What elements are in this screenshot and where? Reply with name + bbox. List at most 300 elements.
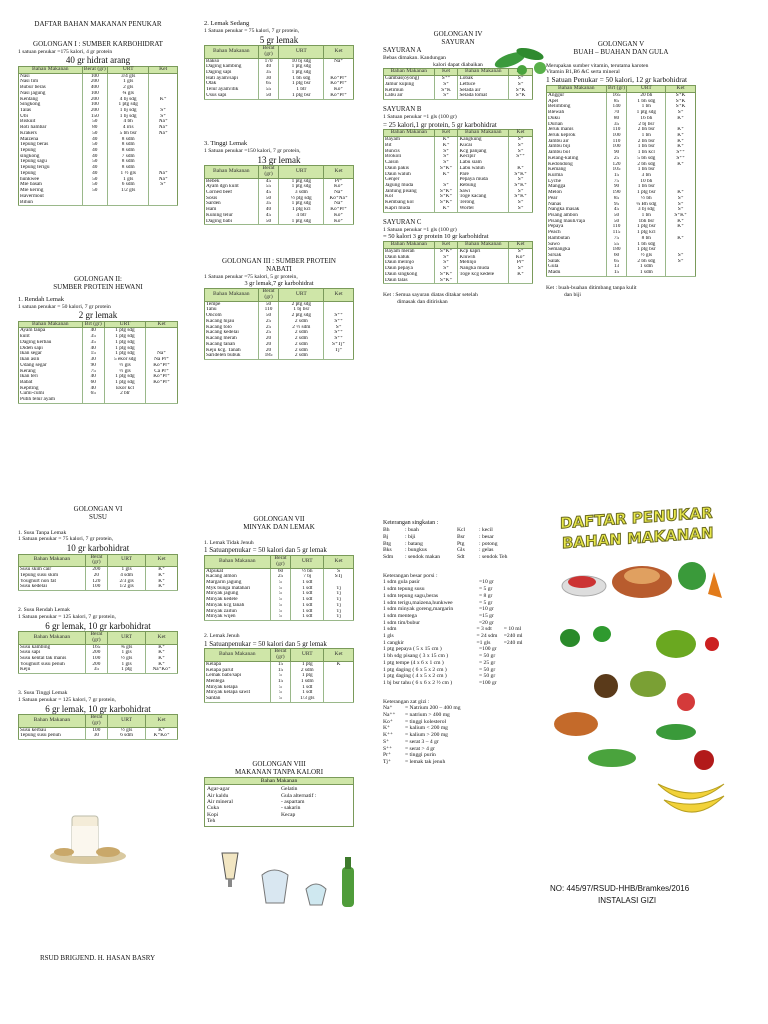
g2-table bbox=[18, 321, 178, 404]
table-cell: Duku bbox=[548, 115, 560, 121]
g7-section-1: 1. Lemak Tidak Jenuh bbox=[204, 539, 254, 546]
g4-sub-c: = 50 kalori 3 gr protein 10 gr karbohidrat bbox=[383, 233, 489, 241]
g8-title: GOLONGAN VIII bbox=[252, 760, 306, 768]
table-cell: 95 bbox=[606, 202, 627, 208]
table-cell bbox=[149, 200, 178, 206]
table-cell: S⁺ bbox=[509, 189, 533, 195]
g6-section-2: 2. Susu Rendah Lemak bbox=[18, 607, 70, 614]
table-cell: Nasi jagung bbox=[20, 90, 46, 96]
table-cell: 8 sdm bbox=[108, 148, 149, 154]
legend-text: =240 ml bbox=[503, 639, 523, 646]
table-cell: Myk bunga matahari bbox=[206, 585, 251, 591]
legend-text: = 50 gr bbox=[479, 666, 496, 673]
table-cell: 2 sdm bbox=[279, 348, 324, 354]
legend-row bbox=[383, 626, 533, 633]
legend-text: 1 ptg pepaya ( 5 x 15 cm ) bbox=[383, 646, 442, 653]
g8-item: Air kaldu bbox=[207, 792, 229, 799]
table-cell: 1 ptg bbox=[291, 661, 324, 667]
table-cell: Bayam bbox=[385, 136, 401, 143]
table-cell: Kcg panjang bbox=[458, 149, 509, 155]
legend-text: =100 gr bbox=[479, 646, 497, 653]
table-cell: Ayam dgn kulit bbox=[206, 184, 239, 190]
table-cell: 1 ptg sdg bbox=[279, 178, 324, 184]
table-row bbox=[384, 93, 533, 99]
table-cell: 5 ekor sdg bbox=[104, 357, 145, 363]
table-cell: 1 ½ gls bbox=[108, 171, 149, 177]
legend-text: = 50 gr bbox=[479, 673, 496, 680]
g5-ket2: dan biji bbox=[564, 291, 581, 298]
legend-text: Btg bbox=[383, 540, 392, 547]
table-cell: Daging kerbau bbox=[20, 339, 52, 345]
table-cell: Daun talas bbox=[384, 278, 435, 284]
table-cell: 200 bbox=[82, 97, 107, 103]
column-header: Bahan Makanan bbox=[205, 289, 259, 302]
legend-text: Bsr bbox=[457, 533, 465, 540]
table-cell: 5 bbox=[270, 614, 291, 620]
legend-text: = serat 3 – 4 gr bbox=[405, 738, 439, 745]
table-cell: 1 ptg sdg bbox=[104, 346, 145, 352]
table-cell: S⁺K bbox=[666, 104, 696, 110]
table-cell: K⁺ bbox=[434, 172, 458, 178]
table-cell: Jagung muda bbox=[385, 182, 414, 188]
g7-title2: MINYAK DAN LEMAK bbox=[243, 523, 315, 532]
table-cell: 1/2 gls bbox=[108, 584, 146, 590]
table-cell: Rebung bbox=[458, 183, 509, 189]
table-cell: Lobak bbox=[458, 76, 509, 82]
column-header: Bahan Makanan bbox=[547, 86, 607, 93]
column-header: Bahan Makanan bbox=[384, 242, 435, 249]
table-cell: 165 bbox=[606, 92, 627, 98]
legend-text: 1 ptg daging ( 6 x 5 x 2 cm ) bbox=[383, 666, 447, 673]
table-cell: 1/2 gls bbox=[108, 188, 149, 194]
table-cell: singkong bbox=[20, 153, 40, 159]
table-cell: 8 bh bbox=[627, 236, 666, 242]
table-cell: Cumi-cumi bbox=[20, 391, 45, 397]
g6-sub-1: 10 gr karbohidrat bbox=[66, 543, 130, 554]
g8-table bbox=[204, 777, 354, 827]
table-cell: S⁺K⁺ bbox=[434, 248, 458, 254]
table-cell: 1 gls bbox=[108, 567, 146, 573]
g2-sub: 2 gr lemak bbox=[78, 310, 118, 321]
table-cell: Kedondong bbox=[548, 161, 573, 167]
table-row bbox=[19, 397, 178, 403]
table-cell: S⁺ bbox=[149, 108, 178, 114]
table-cell: 1 ptg bsr bbox=[627, 224, 666, 230]
column-header: URT bbox=[108, 631, 146, 644]
table-cell: Selada tomat bbox=[458, 93, 509, 99]
table-cell: K⁺ bbox=[146, 727, 178, 733]
g4-section-c: SAYURAN C bbox=[383, 218, 422, 226]
column-header: Bahan Makanan bbox=[19, 714, 86, 727]
g6-table-3 bbox=[18, 714, 178, 740]
column-header: URT bbox=[279, 289, 324, 302]
table-cell bbox=[509, 278, 533, 284]
g5-note: Merupakan sumber vitamin, terutama karoten bbox=[546, 62, 649, 69]
table-cell: 1 ptg bsr bbox=[279, 93, 324, 99]
table-cell: 40 bbox=[82, 328, 104, 334]
table-cell: 1 bh sdg bbox=[627, 242, 666, 248]
table-cell: S⁺ bbox=[666, 207, 696, 213]
table-row bbox=[205, 219, 354, 225]
column-header: Ket bbox=[666, 86, 696, 93]
table-row bbox=[205, 614, 354, 620]
legend-text: 1 sdm mentega bbox=[383, 612, 417, 619]
table-cell: 2 btr bbox=[104, 391, 145, 397]
g3-note: 1 Satuan penukar =75 kalori, 5 gr protein, bbox=[204, 273, 298, 280]
g2-title2: SUMBER PROTEIN HEWANI bbox=[53, 283, 143, 292]
legend-text: =10 gr bbox=[479, 579, 494, 586]
table-cell: Tj⁺ bbox=[324, 348, 354, 354]
legend-text: = kalium > 200 mg bbox=[405, 732, 448, 739]
table-cell: S⁺⁺ bbox=[324, 336, 354, 342]
legend-nutrient-list bbox=[383, 705, 533, 765]
g3-title2: NABATI bbox=[266, 265, 292, 274]
table-cell: Ham bbox=[206, 207, 217, 213]
table-cell: S⁺ bbox=[434, 93, 458, 99]
doc-header: DAFTAR BAHAN MAKANAN PENUKAR bbox=[34, 20, 162, 28]
legend-text: =15 gr bbox=[479, 612, 494, 619]
table-cell: 50 bbox=[606, 213, 627, 219]
legend-text: = serat > 4 gr bbox=[405, 745, 435, 752]
table-cell: Bubur beras bbox=[20, 85, 46, 91]
table-cell: 2 bh sdg bbox=[627, 259, 666, 265]
legend-text: Sdt bbox=[457, 554, 465, 560]
table-cell: Tempe bbox=[206, 301, 221, 307]
table-cell: K⁺ bbox=[666, 139, 696, 145]
column-header: Ket bbox=[324, 165, 354, 178]
table-cell: Ko⁺ bbox=[324, 87, 354, 93]
table-cell: 1 ptg sdg bbox=[104, 334, 145, 340]
table-cell: 20 bbox=[85, 573, 107, 579]
g7-title: GOLONGAN VII bbox=[253, 515, 305, 523]
table-cell: 115 bbox=[606, 230, 627, 236]
table-cell: 120 bbox=[606, 162, 627, 168]
table-cell: 4 btr bbox=[279, 213, 324, 219]
legend-row bbox=[383, 725, 533, 732]
table-cell: 25 bbox=[270, 574, 291, 580]
legend-text: 1 sdm terigu,maizena,hunkwee bbox=[383, 599, 453, 606]
legend-row bbox=[383, 534, 533, 541]
table-cell: Susu kedelai bbox=[19, 584, 86, 590]
legend-text: 1 bh sdg pisang ( 3 x 15 cm ) bbox=[383, 653, 449, 660]
column-header: Ket bbox=[324, 649, 354, 662]
table-cell: 150 bbox=[82, 114, 107, 120]
table-cell: K⁺ bbox=[666, 133, 696, 139]
table-cell: Daun waluh bbox=[385, 171, 411, 177]
table-cell: K bbox=[324, 661, 354, 667]
legend-text: 1 cangkir bbox=[383, 639, 404, 646]
cover-title-2: BAHAN MAKANAN bbox=[562, 523, 714, 553]
g8-item: Air mineral bbox=[207, 799, 233, 806]
legend-text: S⁺ bbox=[383, 738, 390, 745]
table-cell: Minyak kelapa sawit bbox=[206, 690, 251, 696]
table-cell: S⁺ bbox=[434, 160, 458, 166]
table-cell: Pr⁺ bbox=[324, 178, 354, 184]
g4-note-b: 1 Satuan penukar =1 gls (100 gr) bbox=[383, 114, 457, 121]
table-cell: Kentang bbox=[20, 96, 38, 102]
vegetables-illustration bbox=[492, 40, 552, 80]
table-cell: 90 bbox=[606, 150, 627, 156]
table-cell: 25 bbox=[606, 156, 627, 162]
g7-section-2: 2. Lemak Jenuh bbox=[204, 633, 240, 640]
table-cell: Gambas(oyong) bbox=[385, 75, 420, 82]
g2b-section: 2. Lemak Sedang bbox=[204, 20, 250, 27]
legend-text: : buah bbox=[405, 527, 419, 534]
table-cell: 2 ptg sdg bbox=[279, 301, 324, 307]
table-cell: S⁺ bbox=[434, 266, 458, 272]
table-cell: Na⁺ bbox=[149, 125, 178, 131]
table-cell: Na⁺ bbox=[324, 190, 354, 196]
table-cell: 2 ptg sdg bbox=[279, 313, 324, 319]
legend-text: =100 gr bbox=[479, 679, 497, 686]
table-cell: Jambu air bbox=[548, 138, 569, 144]
column-header: Berat (gr) bbox=[270, 649, 291, 662]
table-cell: 2 bh bsr bbox=[627, 139, 666, 145]
panel-golongan-2 bbox=[18, 275, 178, 404]
g7-table-2 bbox=[204, 648, 354, 703]
legend-text: 1 ptg daging ( 4 x 5 x 2 cm ) bbox=[383, 673, 447, 680]
table-cell: 1 bh sdg bbox=[627, 99, 666, 105]
table-cell: Lettuce bbox=[458, 82, 509, 88]
table-cell: Bihun bbox=[19, 200, 83, 206]
table-cell: 200 bbox=[82, 79, 107, 85]
column-header: Brt (gr) bbox=[608, 85, 625, 92]
column-header: Brt (gr) bbox=[82, 321, 104, 328]
table-cell: S⁺ bbox=[509, 149, 533, 155]
table-cell: Na⁺Ko⁺ bbox=[146, 667, 178, 673]
table-cell: 200 bbox=[85, 662, 107, 668]
table-cell: 185 bbox=[258, 353, 279, 359]
table-cell: Kacang tolo bbox=[206, 324, 232, 330]
table-cell: 1 bh bsr bbox=[627, 144, 666, 150]
table-cell: K⁺ bbox=[666, 224, 696, 230]
table-cell: 20 bh bbox=[627, 92, 666, 98]
g6-sub-3: 6 gr lemak, 10 gr karbohidrat bbox=[45, 703, 151, 714]
legend-text: = 50 gr bbox=[479, 653, 496, 660]
table-cell: K⁺ bbox=[146, 662, 178, 668]
legend-text: Na⁺ bbox=[383, 705, 393, 712]
table-cell: Minyak zaitun bbox=[206, 608, 237, 614]
table-cell: 50 bbox=[82, 182, 107, 188]
table-cell: 90 bbox=[606, 184, 627, 190]
table-cell: Ko⁺Pr⁺ bbox=[324, 81, 354, 87]
table-cell: S⁺ bbox=[149, 182, 178, 188]
table-cell: Kemang bbox=[548, 167, 566, 173]
column-header: Berat (gr) bbox=[258, 45, 279, 58]
g2b-sub: 5 gr lemak bbox=[259, 34, 299, 45]
table-cell: S⁺ bbox=[434, 260, 458, 266]
table-cell: K⁺ bbox=[666, 144, 696, 150]
table-cell: 80 bbox=[606, 116, 627, 122]
table-cell: 40 bbox=[82, 137, 107, 143]
table-cell: S⁺ bbox=[509, 177, 533, 183]
table-cell bbox=[458, 278, 509, 284]
table-cell: 110 bbox=[258, 307, 279, 313]
table-cell: Bayam merah bbox=[385, 248, 415, 254]
g6-title2: SUSU bbox=[89, 513, 107, 522]
table-cell: ¾ gls bbox=[108, 91, 149, 97]
table-cell: 75 bbox=[82, 369, 104, 375]
table-cell: 8 sdm bbox=[108, 142, 149, 148]
table-cell: Oncom bbox=[206, 313, 222, 319]
table-cell: 1 ptg bbox=[108, 667, 146, 673]
table-cell: S⁺ bbox=[434, 255, 458, 261]
table-cell: 1 bh bsr bbox=[627, 184, 666, 190]
legend-text: : bungkus bbox=[405, 547, 427, 554]
legend-row bbox=[383, 660, 533, 667]
g8-left-list bbox=[205, 785, 279, 826]
table-cell: 30 bbox=[258, 76, 279, 82]
table-cell: S⁺K⁺ bbox=[434, 194, 458, 200]
table-cell: 1bh bsr bbox=[627, 219, 666, 225]
table-cell: 100 bbox=[606, 144, 627, 150]
g2-section: 1. Rendah Lemak bbox=[18, 295, 65, 303]
table-cell: Na⁺ bbox=[149, 131, 178, 137]
table-cell: ½ ptg sdg bbox=[279, 196, 324, 202]
table-cell: K⁺ bbox=[509, 272, 533, 278]
table-cell: Pear bbox=[548, 195, 558, 201]
column-header: Bahan Makanan bbox=[458, 69, 509, 76]
panel-golongan-8 bbox=[204, 760, 354, 827]
legend-row bbox=[383, 527, 533, 534]
table-cell: 2 sdm bbox=[279, 330, 324, 336]
table-cell: 1 bj bsr bbox=[279, 307, 324, 313]
table-cell: Na Pr⁺ bbox=[146, 357, 178, 363]
table-cell: 15 bbox=[270, 679, 291, 685]
table-cell: K⁺ bbox=[146, 650, 178, 656]
g6-note-2: 1 Satuan penukar = 125 kalori, 7 gr protein, bbox=[18, 613, 116, 620]
table-cell: 1 sdt bbox=[291, 580, 324, 586]
column-header: Bahan Makanan bbox=[205, 555, 271, 568]
table-cell: 55 bbox=[606, 242, 627, 248]
table-cell bbox=[324, 696, 354, 702]
table-cell: Gula bbox=[548, 264, 559, 270]
legend-text: : biji bbox=[405, 533, 416, 540]
table-cell: Kacang merah bbox=[206, 336, 237, 342]
legend-row bbox=[383, 541, 533, 548]
g5-sub: 1 Satuan Penukar = 50 kalori, 12 gr karbohidrat bbox=[546, 75, 688, 85]
column-header: Bahan Makanan bbox=[205, 45, 259, 58]
table-cell: 15 bbox=[270, 661, 291, 667]
table-cell: 1 gls bbox=[108, 650, 146, 656]
table-cell bbox=[666, 270, 696, 276]
g8-item bbox=[281, 818, 351, 824]
legend-row bbox=[383, 759, 533, 766]
g4-note-c: 1 Satuan penukar =1 gls (100 gr) bbox=[383, 226, 457, 233]
table-cell: S⁺K⁺ bbox=[434, 200, 458, 206]
legend-row bbox=[383, 712, 533, 719]
table-cell: 1 ptg kcl bbox=[627, 230, 666, 236]
table-cell: 60 bbox=[270, 568, 291, 574]
table-cell: K⁺ bbox=[666, 236, 696, 242]
table-cell: Ikan teri bbox=[20, 374, 38, 380]
table-cell: K⁺ bbox=[666, 190, 696, 196]
table-cell: Buncis bbox=[385, 148, 400, 154]
table-cell bbox=[82, 397, 104, 403]
table-cell: Toge kcg kedele bbox=[458, 272, 509, 278]
table-cell: Ko⁺ bbox=[509, 255, 533, 261]
table-cell: 5 bbox=[270, 673, 291, 679]
table-cell: 1 ptg sdg bbox=[104, 374, 145, 380]
g5-ket: Ket : buah-buahan ditimbang tanpa kulit bbox=[546, 284, 637, 291]
table-cell: 13 bbox=[606, 264, 627, 270]
legend-text: Pr⁺ bbox=[383, 752, 391, 759]
column-header: Bahan Makanan bbox=[458, 242, 509, 249]
legend-text: : kecil bbox=[479, 527, 493, 534]
table-cell: Nangka masak bbox=[548, 207, 580, 213]
panel-golongan-2-lemak-sedang bbox=[204, 20, 354, 100]
g3-title: GOLONGAN III : SUMBER PROTEIN bbox=[222, 257, 336, 265]
table-cell: Singkong bbox=[20, 102, 41, 108]
table-cell: S⁺⁺ bbox=[324, 319, 354, 325]
table-cell: 1 gls bbox=[108, 177, 149, 183]
table-cell: Mie basah bbox=[20, 182, 42, 188]
table-cell: 5 bbox=[270, 690, 291, 696]
table-cell: ½ bh bbox=[627, 196, 666, 202]
table-cell: 4 sdm bbox=[108, 573, 146, 579]
table-cell: 10 bh bbox=[627, 179, 666, 185]
table-cell: 45 bbox=[606, 207, 627, 213]
table-cell: Udang segar bbox=[20, 362, 47, 368]
table-cell: Tj bbox=[324, 586, 354, 592]
table-cell: 190 bbox=[606, 190, 627, 196]
legend-text: =20 gr bbox=[479, 619, 494, 626]
table-cell: Na⁺ bbox=[146, 351, 178, 357]
table-row bbox=[19, 667, 178, 673]
column-header: URT bbox=[108, 66, 149, 73]
table-cell: 1 sdm bbox=[291, 679, 324, 685]
table-cell: S⁺ bbox=[509, 266, 533, 272]
table-cell: 40 bbox=[258, 64, 279, 70]
legend-text: = 10 ml bbox=[503, 626, 522, 633]
g1-note: 1 satuan penukar =175 kalori, 4 gr protein bbox=[18, 48, 113, 55]
table-cell: 1 gls bbox=[108, 662, 146, 668]
legend-text: : besar bbox=[479, 533, 494, 540]
table-cell: Minyak wijen bbox=[205, 614, 271, 620]
table-cell: 5 bbox=[270, 609, 291, 615]
drinks-illustration bbox=[218, 845, 368, 913]
table-cell: 25 bbox=[258, 330, 279, 336]
table-cell: S bbox=[324, 568, 354, 574]
legend-abbr-title: Keterangan singkatan : bbox=[383, 520, 439, 526]
legend-row bbox=[383, 719, 533, 726]
table-cell: S⁺ bbox=[509, 82, 533, 88]
table-cell: S⁺ bbox=[434, 82, 458, 88]
table-cell: Corned beef bbox=[206, 190, 233, 195]
legend-text: 1 gls bbox=[383, 633, 394, 640]
table-cell: 50 bbox=[258, 313, 279, 319]
column-header: URT bbox=[104, 321, 145, 328]
column-header: Ket bbox=[434, 69, 458, 76]
table-cell: Pare bbox=[458, 172, 509, 178]
table-cell: Ko⁺Pr⁺ bbox=[324, 76, 354, 82]
table-cell: 1 ptg sdg bbox=[279, 184, 324, 190]
table-cell: 1 sdt bbox=[291, 685, 324, 691]
table-cell: Alpukat bbox=[206, 568, 224, 574]
table-cell: 1 bh sdg bbox=[279, 76, 324, 82]
g4-title2: SAYURAN bbox=[441, 38, 475, 47]
legend-text: Bj bbox=[383, 533, 389, 540]
table-cell: S⁺K⁺ bbox=[434, 278, 458, 284]
legend-row bbox=[383, 600, 533, 607]
g5-title2: BUAH – BUAHAN DAN GULA bbox=[573, 48, 669, 57]
table-cell: Na⁺ bbox=[324, 201, 354, 207]
table-cell: Tahu bbox=[206, 307, 217, 313]
table-cell: Pisang ambon bbox=[548, 213, 578, 219]
table-cell: Peach bbox=[548, 230, 561, 236]
table-cell: Daun katuk bbox=[385, 254, 410, 260]
table-cell: 55 bbox=[258, 87, 279, 93]
